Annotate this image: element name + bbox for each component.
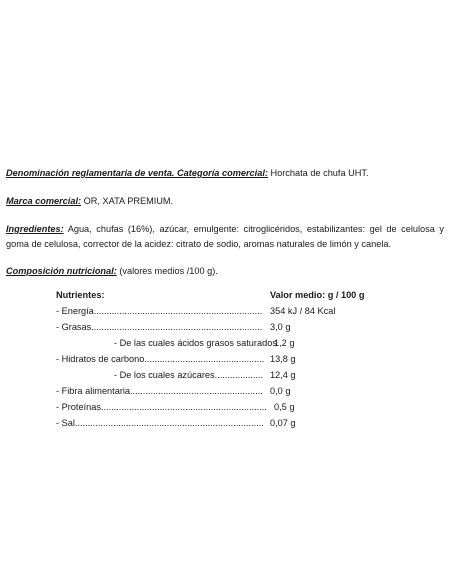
- table-header-nutrients: Nutrientes:: [56, 290, 105, 300]
- nutrient-value: 0,5 g: [274, 402, 295, 412]
- table-row-sal: [56, 416, 386, 431]
- table-row-energia: [56, 304, 386, 319]
- table-row-azucares: [56, 368, 386, 383]
- table-row-proteinas: [56, 400, 386, 415]
- nutrient-name: - Energía..................................................................: [56, 306, 263, 316]
- table-header-value: Valor medio: g / 100 g: [270, 290, 365, 300]
- nutrient-name: - Hidratos de carbono...............................................: [56, 354, 265, 364]
- table-row-hidratos: [56, 352, 386, 367]
- nutrient-name: - Proteínas.................................................................: [56, 402, 267, 412]
- nutrient-name: - Fibra alimentaria....................................................: [56, 386, 263, 396]
- nutrient-value: 0,0 g: [270, 386, 291, 396]
- marca-label: Marca comercial:: [6, 196, 82, 206]
- nutrient-value: 3,0 g: [270, 322, 291, 332]
- table-row-grasas: [56, 320, 386, 335]
- composicion-label: Composición nutricional:: [6, 266, 117, 276]
- ingredientes-label: Ingredientes:: [6, 224, 64, 234]
- ingredientes-value: Agua, chufas (16%), azúcar, emulgente: citroglicéridos, estabilizantes: gel de celulosa y goma de celulosa, corrector de la acidez: citrato de sodio, aromas naturales de limón y canela.: [6, 224, 444, 249]
- composicion-line: [6, 264, 444, 279]
- denominacion-label: Denominación reglamentaria de venta. Categoría comercial:: [6, 168, 268, 178]
- nutrient-value: 0,07 g: [270, 418, 296, 428]
- nutrient-value: 12,4 g: [270, 370, 296, 380]
- table-header: [56, 288, 386, 303]
- nutrient-value: 354 kJ / 84 Kcal: [270, 306, 336, 316]
- nutrient-name: - De las cuales ácidos grasos saturados: [114, 338, 277, 348]
- nutrient-value: 1,2 g: [274, 338, 295, 348]
- denominacion-value: Horchata de chufa UHT.: [267, 168, 369, 178]
- nutrient-name: - Grasas...................................................................: [56, 322, 263, 332]
- nutrient-name: - Sal..........................................................................: [56, 418, 264, 428]
- marca-line: [6, 194, 444, 209]
- marca-value: OR, XATA PREMIUM.: [81, 196, 174, 206]
- table-row-fibra: [56, 384, 386, 399]
- denominacion-line: [6, 166, 444, 181]
- table-row-saturados: [56, 336, 386, 351]
- composicion-value: (valores medios /100 g).: [116, 266, 218, 276]
- ingredientes-paragraph: [6, 222, 444, 252]
- nutrient-name: - De los cuales azúcares...................: [114, 370, 264, 380]
- nutrient-value: 13,8 g: [270, 354, 296, 364]
